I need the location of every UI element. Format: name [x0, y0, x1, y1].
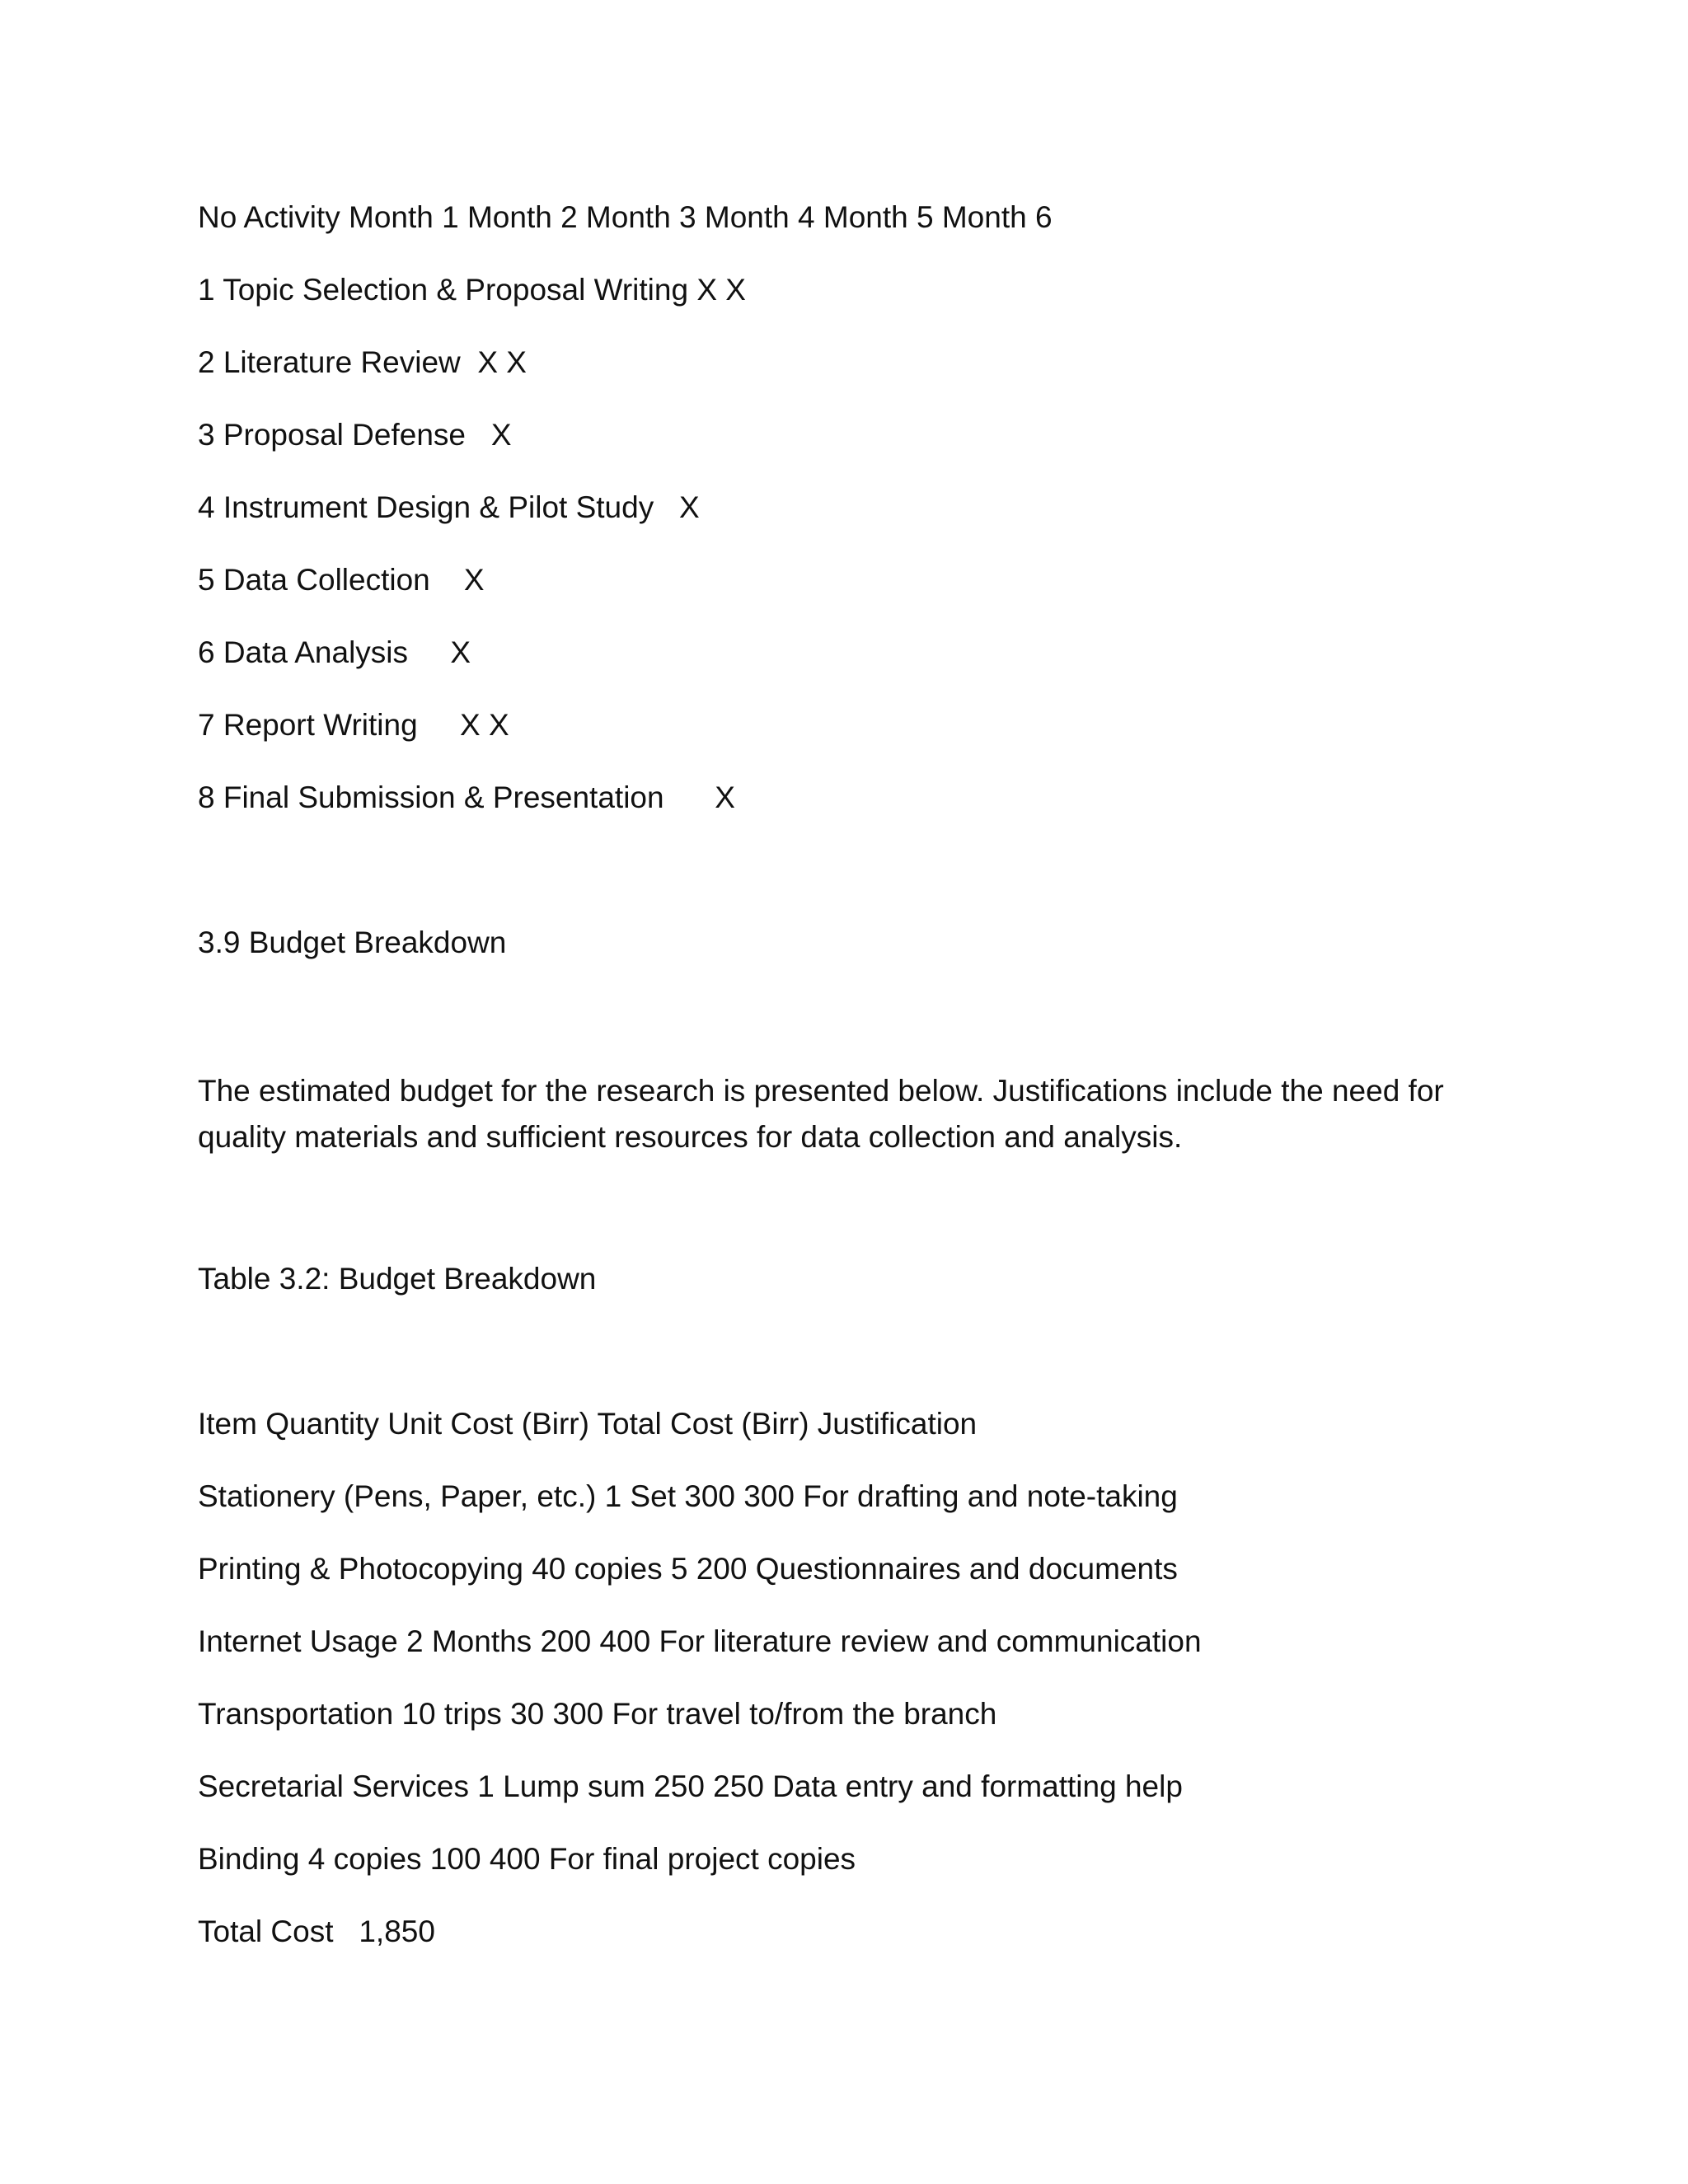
budget-table-row: Secretarial Services 1 Lump sum 250 250 Data entry and formatting help: [198, 1769, 1183, 1803]
schedule-row: 4 Instrument Design & Pilot Study X: [198, 490, 700, 524]
budget-table-row: Binding 4 copies 100 400 For final project copies: [198, 1842, 856, 1876]
schedule-row: 1 Topic Selection & Proposal Writing X X: [198, 273, 746, 307]
schedule-row: 3 Proposal Defense X: [198, 418, 512, 452]
section-heading: 3.9 Budget Breakdown: [198, 926, 507, 959]
budget-table-header: Item Quantity Unit Cost (Birr) Total Cost (Birr) Justification: [198, 1407, 978, 1441]
budget-table-row: Stationery (Pens, Paper, etc.) 1 Set 300 300 For drafting and note-taking: [198, 1479, 1178, 1513]
budget-table-row: Transportation 10 trips 30 300 For travel to/from the branch: [198, 1697, 997, 1731]
section-paragraph: The estimated budget for the research is presented below. Justifications include the need for quality materials and sufficient resources for data collection and analysis.: [198, 1074, 1444, 1154]
schedule-row: 8 Final Submission & Presentation X: [198, 780, 735, 814]
schedule-row: 5 Data Collection X: [198, 563, 485, 597]
table-caption: Table 3.2: Budget Breakdown: [198, 1262, 597, 1296]
schedule-row: 2 Literature Review X X: [198, 345, 527, 379]
schedule-row: 7 Report Writing X X: [198, 708, 509, 742]
schedule-header: No Activity Month 1 Month 2 Month 3 Month 4 Month 5 Month 6: [198, 200, 1053, 234]
budget-table-row: Internet Usage 2 Months 200 400 For literature review and communication: [198, 1624, 1202, 1658]
schedule-row: 6 Data Analysis X: [198, 635, 471, 669]
budget-table-row: Printing & Photocopying 40 copies 5 200 Questionnaires and documents: [198, 1552, 1178, 1586]
budget-total: Total Cost 1,850: [198, 1915, 435, 1948]
